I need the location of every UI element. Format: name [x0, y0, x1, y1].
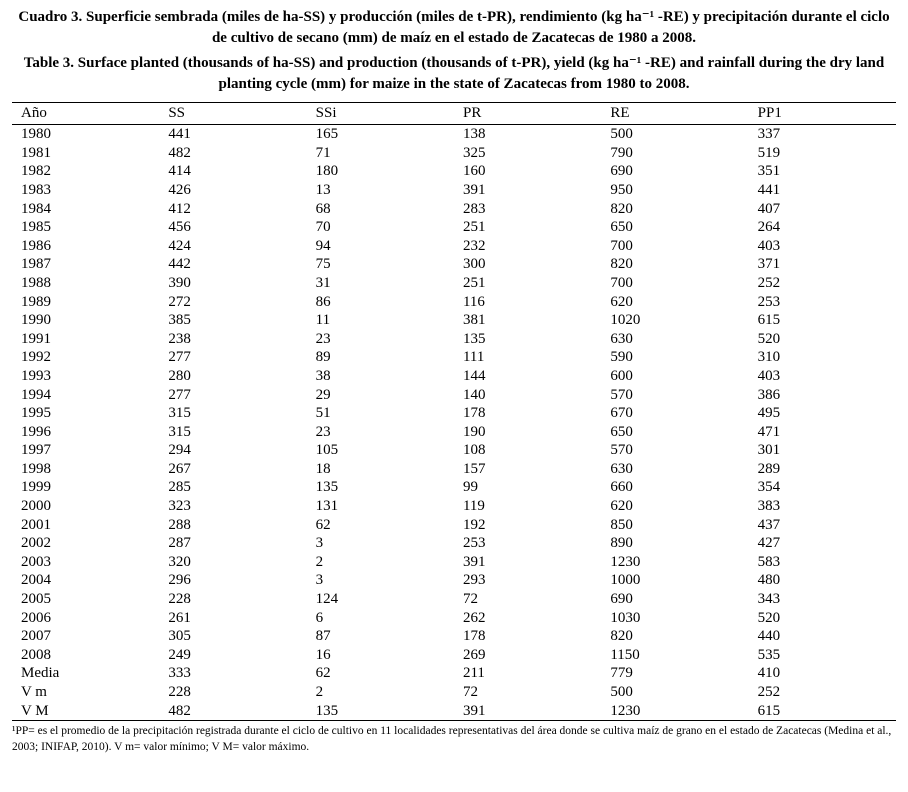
table-row — [12, 200, 896, 219]
table-cell: 277 — [168, 349, 191, 366]
table-row — [12, 386, 896, 405]
table-cell: 779 — [610, 665, 633, 682]
table-cell: 323 — [168, 498, 191, 515]
table-cell: 75 — [315, 256, 331, 273]
table-cell: 1986 — [21, 237, 51, 254]
table-cell: 391 — [462, 553, 486, 570]
column-header: SS — [159, 103, 306, 125]
table-cell: 1989 — [21, 293, 51, 310]
table-cell: 583 — [757, 553, 781, 570]
table-cell: 1992 — [21, 349, 51, 366]
table-row — [12, 534, 896, 553]
table-cell: 13 — [315, 181, 331, 198]
table-cell: 441 — [168, 126, 191, 143]
table-cell: 1990 — [21, 312, 51, 329]
table-cell: 426 — [168, 181, 191, 198]
table-cell: 2008 — [21, 646, 51, 663]
table-cell: 456 — [168, 219, 191, 236]
table-cell: 1980 — [21, 126, 51, 143]
table-cell: 690 — [610, 591, 633, 608]
table-cell: 86 — [315, 293, 331, 310]
table-cell: 1982 — [21, 163, 51, 180]
table-cell: 333 — [168, 665, 191, 682]
table-cell: Media — [21, 665, 60, 682]
table-cell: 1150 — [610, 646, 640, 663]
table-cell: 1983 — [21, 181, 51, 198]
table-cell: 2005 — [21, 591, 51, 608]
table-row — [12, 497, 896, 516]
table-cell: 11 — [315, 312, 331, 329]
table-header-row — [12, 103, 896, 125]
table-cell: 1988 — [21, 274, 51, 291]
table-row — [12, 330, 896, 349]
table-body — [12, 125, 896, 721]
table-cell: 138 — [462, 126, 486, 143]
table-cell: 280 — [168, 367, 191, 384]
table-cell: 343 — [757, 591, 781, 608]
table-cell: 500 — [610, 684, 633, 700]
table-cell: 354 — [757, 479, 781, 496]
table-cell: 590 — [610, 349, 633, 366]
table-cell: 650 — [610, 423, 633, 440]
column-header: PR — [454, 103, 601, 125]
table-cell: 412 — [168, 200, 191, 217]
table-cell: 390 — [168, 274, 191, 291]
table-cell: 16 — [315, 646, 331, 663]
table-cell: 850 — [610, 516, 633, 533]
table-cell: 190 — [462, 423, 486, 440]
table-row — [12, 237, 896, 256]
table-cell: 700 — [610, 274, 633, 291]
table-cell: 124 — [315, 591, 339, 608]
table-cell: 294 — [168, 442, 191, 459]
table-cell: 272 — [168, 293, 191, 310]
table-row — [12, 553, 896, 572]
column-header: Año — [12, 103, 159, 125]
table-cell: 105 — [315, 442, 339, 459]
table-title-english: Table 3. Surface planted (thousands of ha-SS) and production (thousands of t-PR), yield (kg ha⁻¹ -RE) and rainfall during the dry land planting cycle (mm) for maize in the state of Zacatecas from 1980 to 2008. — [23, 54, 885, 92]
table-cell: 135 — [462, 330, 486, 347]
table-cell: 337 — [757, 126, 781, 143]
table-row — [12, 348, 896, 367]
table-cell: 70 — [315, 219, 331, 236]
table-cell: 262 — [462, 609, 486, 626]
table-row — [12, 274, 896, 293]
column-header: PP1 — [749, 103, 896, 125]
table-cell: 253 — [462, 535, 486, 552]
table-cell: 31 — [315, 274, 331, 291]
table-row — [12, 144, 896, 163]
table-cell: 192 — [462, 516, 486, 533]
table-cell: 620 — [610, 498, 633, 515]
table-cell: 2001 — [21, 516, 51, 533]
data-table — [12, 102, 896, 721]
table-row — [12, 367, 896, 386]
table-cell: 615 — [757, 702, 781, 719]
table-cell: 1998 — [21, 460, 51, 477]
table-cell: 410 — [757, 665, 781, 682]
table-cell: 264 — [757, 219, 781, 236]
table-cell: 519 — [757, 144, 781, 161]
table-row — [12, 311, 896, 330]
table-cell: 288 — [168, 516, 191, 533]
table-cell: 480 — [757, 572, 781, 589]
table-cell: 535 — [757, 646, 781, 663]
table-cell: 232 — [462, 237, 486, 254]
table-cell: 108 — [462, 442, 486, 459]
table-row — [12, 125, 896, 144]
table-cell: 670 — [610, 405, 633, 422]
table-cell: 144 — [462, 367, 486, 384]
table-cell: 71 — [315, 144, 331, 161]
table-cell: V m — [21, 684, 47, 700]
table-cell: 1984 — [21, 200, 51, 217]
table-cell: 407 — [757, 200, 781, 217]
table-row — [12, 423, 896, 442]
table-cell: 437 — [757, 516, 781, 533]
table-cell: 261 — [168, 609, 191, 626]
table-cell: 283 — [462, 200, 486, 217]
table-row — [12, 218, 896, 237]
table-cell: 238 — [168, 330, 191, 347]
table-cell: 1020 — [610, 312, 641, 329]
table-cell: 228 — [168, 684, 191, 700]
table-cell: 99 — [462, 479, 478, 496]
table-row — [12, 702, 896, 721]
table-cell: 252 — [757, 684, 781, 700]
table-row — [12, 181, 896, 200]
table-cell: 482 — [168, 144, 191, 161]
table-row — [12, 646, 896, 665]
table-cell: 1991 — [21, 330, 51, 347]
table-cell: 500 — [610, 126, 633, 143]
table-cell: 68 — [315, 200, 331, 217]
table-cell: 51 — [315, 405, 331, 422]
table-cell: 890 — [610, 535, 633, 552]
table-row — [12, 460, 896, 479]
table-cell: 471 — [757, 423, 781, 440]
table-cell: 157 — [462, 460, 486, 477]
table-cell: 23 — [315, 330, 331, 347]
table-cell: 1230 — [610, 702, 641, 719]
table-cell: 293 — [462, 572, 486, 589]
table-head — [12, 103, 896, 125]
table-cell: 251 — [462, 274, 486, 291]
table-cell: 89 — [315, 349, 331, 366]
table-cell: 403 — [757, 367, 781, 384]
table-cell: 160 — [462, 163, 486, 180]
table-cell: 1030 — [610, 609, 641, 626]
table-cell: 790 — [610, 144, 633, 161]
table-cell: 482 — [168, 702, 191, 719]
table-row — [12, 590, 896, 609]
table-cell: 296 — [168, 572, 191, 589]
table-cell: 351 — [757, 163, 781, 180]
table-row — [12, 609, 896, 628]
table-row — [12, 293, 896, 312]
table-cell: 116 — [462, 293, 485, 310]
table-cell: 38 — [315, 367, 331, 384]
table-cell: 2004 — [21, 572, 51, 589]
table-cell: 820 — [610, 200, 633, 217]
table-cell: 94 — [315, 237, 331, 254]
table-title-spanish: Cuadro 3. Superficie sembrada (miles de ha-SS) y producción (miles de t-PR), rendimiento (kg ha⁻¹ -RE) y precipitación durante el ciclo de cultivo de secano (mm) de maíz en el estado de Zacatecas de 1980 a 2008. — [18, 9, 890, 47]
table-cell: 630 — [610, 330, 633, 347]
column-header: RE — [601, 103, 748, 125]
table-cell: 211 — [462, 665, 485, 682]
table-cell: 249 — [168, 646, 191, 663]
table-cell: 289 — [757, 460, 781, 477]
table-cell: 660 — [610, 479, 633, 496]
table-cell: 520 — [757, 330, 781, 347]
table-cell: 180 — [315, 163, 339, 180]
table-cell: 650 — [610, 219, 633, 236]
table-footnote: ¹PP= es el promedio de la precipitación registrada durante el ciclo de cultivo en 11 localidades representativas del área donde se cultiva maíz de grano en el estado de Zacatecas (Medina et al., 2003; INIFAP, 2010). V m= valor mínimo; V M= valor máximo. — [12, 725, 892, 753]
table-cell: 520 — [757, 609, 781, 626]
table-cell: 300 — [462, 256, 486, 273]
table-cell: 383 — [757, 498, 781, 515]
table-cell: 570 — [610, 442, 633, 459]
table-cell: 135 — [315, 479, 339, 496]
table-cell: 320 — [168, 553, 191, 570]
table-cell: 620 — [610, 293, 633, 310]
table-row — [12, 162, 896, 181]
table-cell: 269 — [462, 646, 486, 663]
table-cell: 23 — [315, 423, 331, 440]
table-cell: 252 — [757, 274, 781, 291]
table-cell: 178 — [462, 405, 486, 422]
table-cell: 1981 — [21, 144, 51, 161]
table-row — [12, 571, 896, 590]
table-cell: 3 — [315, 535, 324, 552]
table-cell: 690 — [610, 163, 633, 180]
table-cell: 1996 — [21, 423, 51, 440]
table-cell: 62 — [315, 516, 331, 533]
table-cell: 2000 — [21, 498, 51, 515]
table-cell: 1997 — [21, 442, 51, 459]
table-cell: 140 — [462, 386, 486, 403]
table-cell: 570 — [610, 386, 633, 403]
table-cell: 131 — [315, 498, 339, 515]
table-row — [12, 478, 896, 497]
table-row — [12, 627, 896, 646]
table-cell: 820 — [610, 628, 633, 645]
table-cell: 267 — [168, 460, 191, 477]
table-cell: 325 — [462, 144, 486, 161]
table-cell: 3 — [315, 572, 324, 589]
table-cell: 385 — [168, 312, 191, 329]
table-cell: 1000 — [610, 572, 641, 589]
table-row — [12, 441, 896, 460]
table-cell: 315 — [168, 405, 191, 422]
table-cell: 6 — [315, 609, 324, 626]
table-row — [12, 683, 896, 702]
table-cell: 253 — [757, 293, 781, 310]
table-cell: 2003 — [21, 553, 51, 570]
table-cell: 111 — [462, 349, 485, 366]
table-cell: 1985 — [21, 219, 51, 236]
table-cell: 72 — [462, 684, 478, 700]
table-cell: 371 — [757, 256, 781, 273]
table-cell: 2002 — [21, 535, 51, 552]
table-cell: V M — [21, 702, 49, 719]
table-cell: 277 — [168, 386, 191, 403]
table-cell: 391 — [462, 702, 486, 719]
table-cell: 165 — [315, 126, 339, 143]
table-cell: 391 — [462, 181, 486, 198]
table-cell: 285 — [168, 479, 191, 496]
table-cell: 1987 — [21, 256, 51, 273]
table-cell: 440 — [757, 628, 781, 645]
table-cell: 700 — [610, 237, 633, 254]
column-header: SSi — [307, 103, 454, 125]
table-cell: 62 — [315, 665, 331, 682]
table-cell: 72 — [462, 591, 478, 608]
table-cell: 287 — [168, 535, 191, 552]
table-cell: 2007 — [21, 628, 51, 645]
table-cell: 1994 — [21, 386, 51, 403]
table-row — [12, 255, 896, 274]
table-cell: 950 — [610, 181, 633, 198]
table-cell: 424 — [168, 237, 191, 254]
table-cell: 1999 — [21, 479, 51, 496]
table-cell: 2 — [315, 684, 324, 700]
table-cell: 119 — [462, 498, 485, 515]
table-cell: 18 — [315, 460, 331, 477]
table-cell: 301 — [757, 442, 781, 459]
table-cell: 315 — [168, 423, 191, 440]
table-row — [12, 664, 896, 683]
table-row — [12, 404, 896, 423]
table-cell: 386 — [757, 386, 781, 403]
table-cell: 630 — [610, 460, 633, 477]
table-cell: 441 — [757, 181, 781, 198]
table-cell: 600 — [610, 367, 633, 384]
table-cell: 1995 — [21, 405, 51, 422]
table-cell: 135 — [315, 702, 339, 719]
table-cell: 310 — [757, 349, 781, 366]
table-cell: 495 — [757, 405, 781, 422]
table-cell: 29 — [315, 386, 331, 403]
table-cell: 414 — [168, 163, 191, 180]
table-cell: 2 — [315, 553, 324, 570]
table-cell: 305 — [168, 628, 191, 645]
table-cell: 2006 — [21, 609, 51, 626]
table-cell: 820 — [610, 256, 633, 273]
table-cell: 1993 — [21, 367, 51, 384]
table-cell: 615 — [757, 312, 781, 329]
table-cell: 87 — [315, 628, 331, 645]
table-cell: 442 — [168, 256, 191, 273]
table-row — [12, 516, 896, 535]
table-cell: 1230 — [610, 553, 641, 570]
table-cell: 178 — [462, 628, 486, 645]
table-cell: 251 — [462, 219, 486, 236]
table-cell: 427 — [757, 535, 781, 552]
table-cell: 381 — [462, 312, 486, 329]
table-cell: 228 — [168, 591, 191, 608]
table-cell: 403 — [757, 237, 781, 254]
